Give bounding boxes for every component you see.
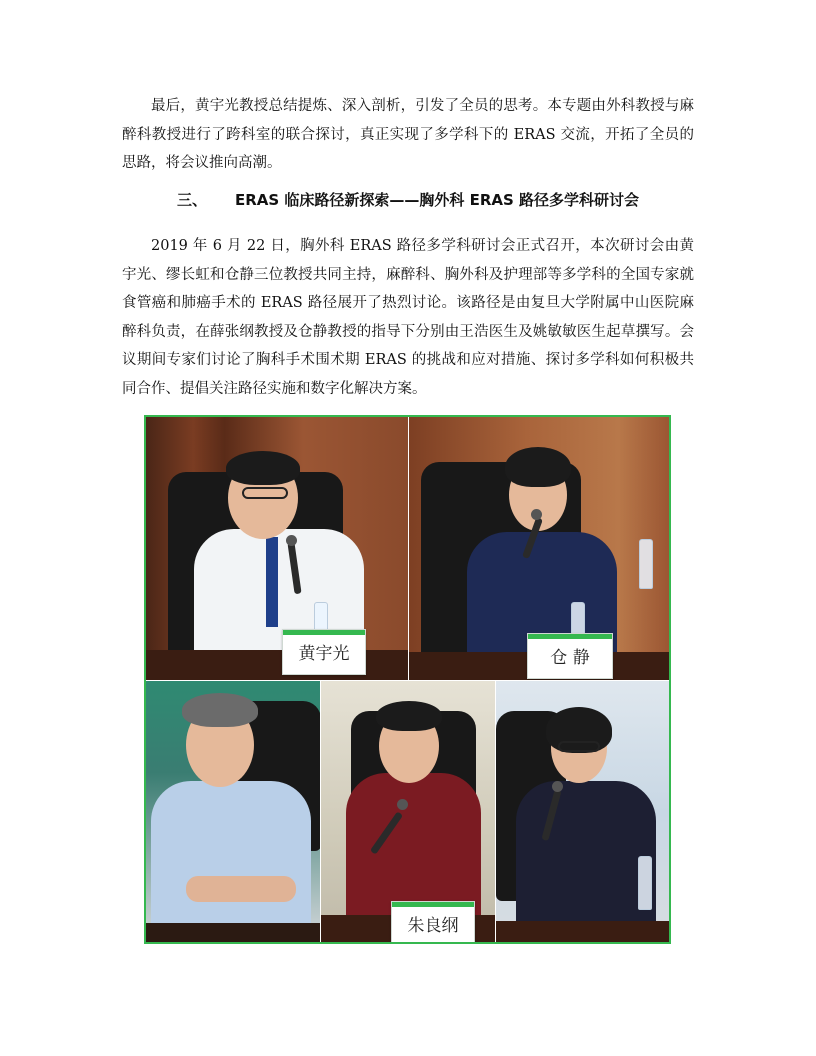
photo-speaker-bottom-right: [496, 681, 671, 943]
photo-speaker-bottom-left: [146, 681, 320, 943]
photo-collage: [144, 415, 671, 944]
nameplate: 朱良纲: [391, 901, 475, 943]
section-heading: [0, 189, 816, 210]
nameplate: 仓 静: [527, 633, 613, 679]
nameplate: 黄宇光: [282, 629, 366, 675]
photo-speaker-top-left: [146, 417, 408, 680]
section-title: ERAS 临床路径新探索——胸外科 ERAS 路径多学科研讨会: [234, 191, 640, 209]
paragraph-summary: 最后，黄宇光教授总结提炼、深入剖析，引发了全员的思考。本专题由外科教授与麻醉科教授进行了跨科室的联合探讨，真正实现了多学科下的 ERAS 交流，开拓了全员的思路，将会议推向高潮。: [122, 98, 694, 171]
photo-speaker-top-right: [409, 417, 671, 680]
section-number: 三、: [176, 191, 207, 209]
photo-speaker-bottom-middle: [321, 681, 495, 943]
paragraph-seminar-description: 2019 年 6 月 22 日，胸外科 ERAS 路径多学科研讨会正式召开，本次研讨会由黄宇光、缪长虹和仓静三位教授共同主持，麻醉科、胸外科及护理部等多学科的全国专家就食管癌和肺癌手术的 ERAS 路径展开了热烈讨论。该路径是由复旦大学附属中山医院麻醉科负责，在薛张纲教授及仓静教授的指导下分别由王浩医生及姚敏敏医生起草撰写。会议期间专家们讨论了胸科手术围术期 ERAS 的挑战和应对措施、探讨多学科如何积极共同合作、提倡关注路径实施和数字化解决方案。: [122, 238, 694, 397]
